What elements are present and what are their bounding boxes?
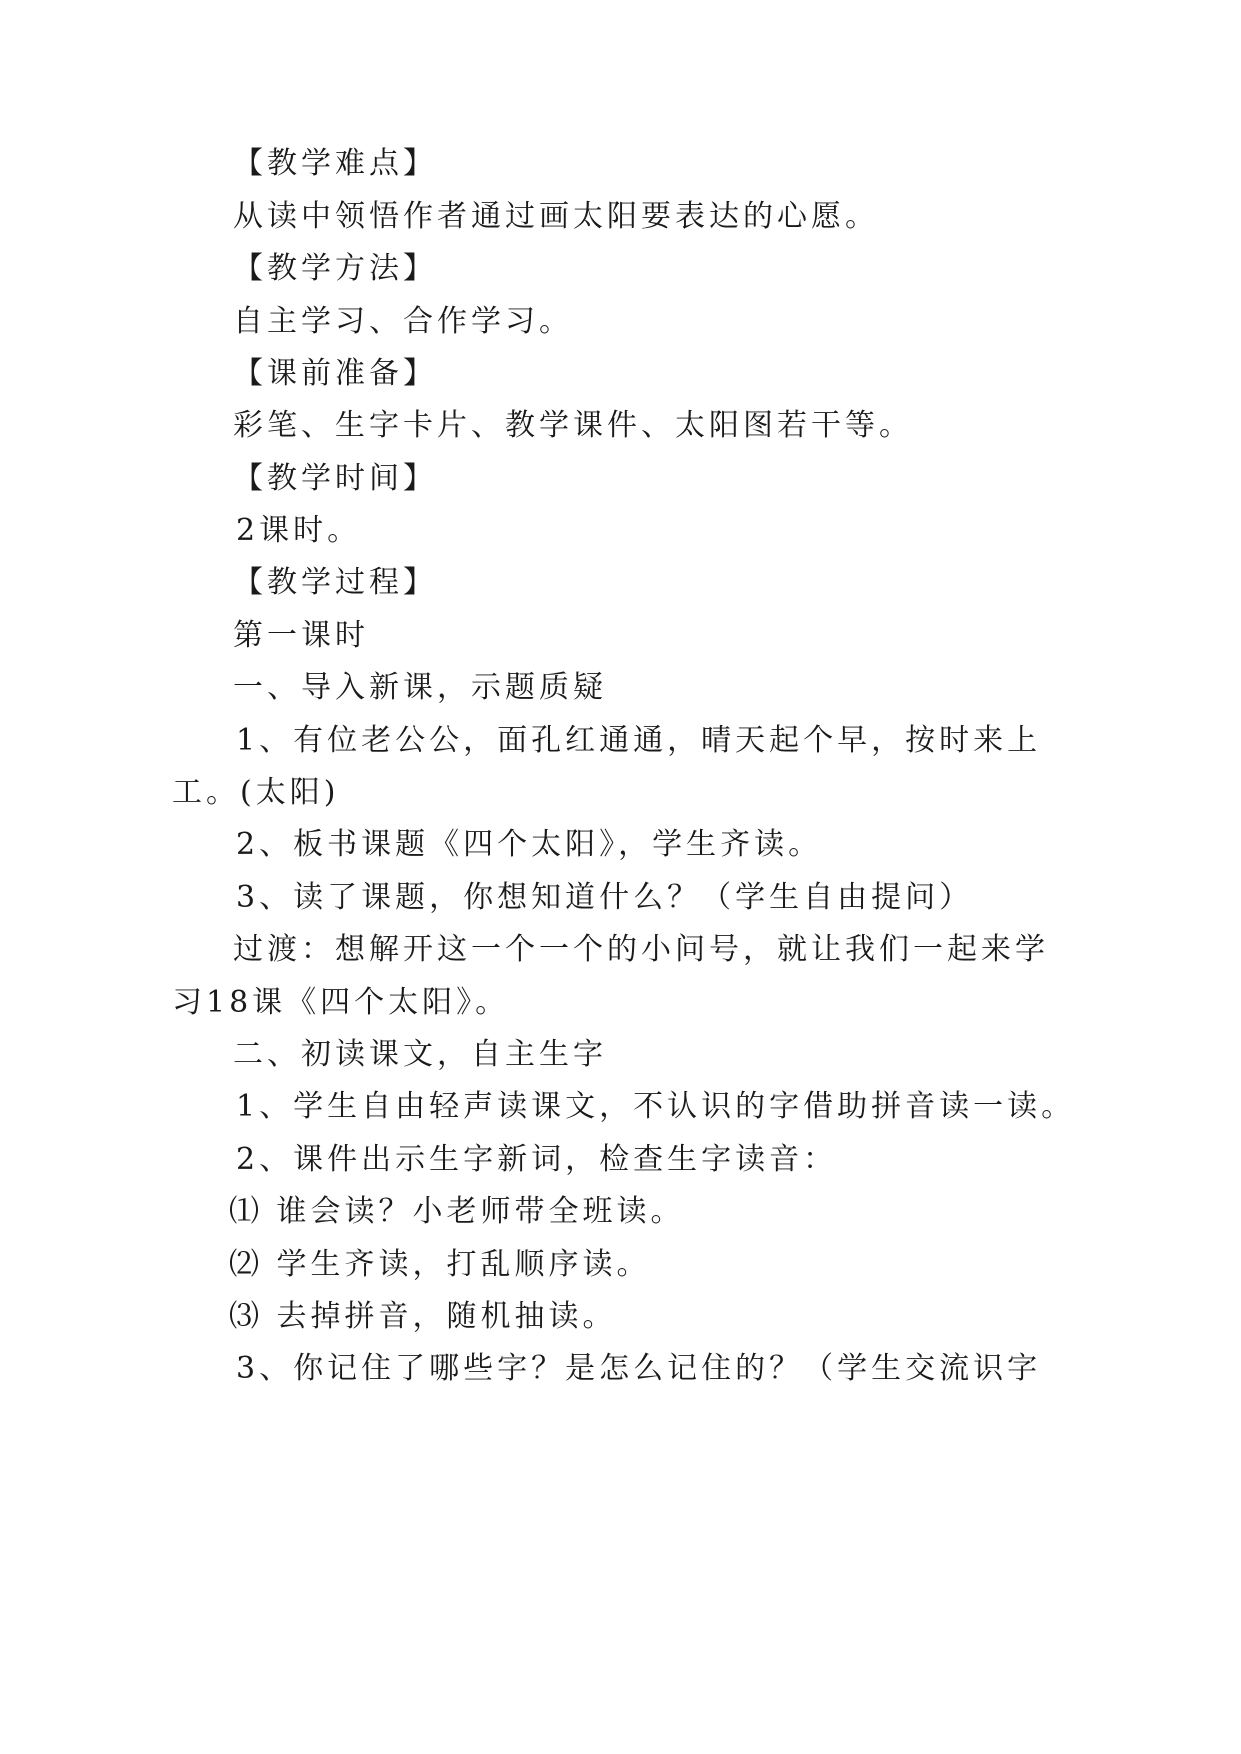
section-one-title: 一、导入新课，示题质疑 xyxy=(233,670,607,705)
heading-teaching-process: 【教学过程】 xyxy=(233,565,437,600)
paragraph-time-content: 2课时。 xyxy=(236,513,362,548)
paragraph-transition: 过渡：想解开这一个一个的小问号，就让我们一起来学 xyxy=(233,932,1049,967)
sub-item-3-random-read: ⑶ 去掉拼音，随机抽读。 xyxy=(229,1299,617,1334)
paragraph-difficulty-content: 从读中领悟作者通过画太阳要表达的心愿。 xyxy=(233,199,879,234)
list-item-3-questions: 3、读了课题，你想知道什么？（学生自由提问） xyxy=(236,880,974,915)
section-two-title: 二、初读课文，自主生字 xyxy=(233,1037,607,1072)
list-item-1-self-reading: 1、学生自由轻声读课文，不认识的字借助拼音读一读。 xyxy=(236,1089,1076,1124)
sub-item-2-read-together: ⑵ 学生齐读，打乱顺序读。 xyxy=(229,1247,651,1282)
heading-teaching-time: 【教学时间】 xyxy=(233,461,437,496)
list-item-3-memory: 3、你记住了哪些字？是怎么记住的？（学生交流识字 xyxy=(236,1351,1042,1386)
heading-teaching-method: 【教学方法】 xyxy=(233,251,437,286)
heading-preparation: 【课前准备】 xyxy=(233,356,437,391)
sub-item-1-read: ⑴ 谁会读？小老师带全班读。 xyxy=(229,1194,685,1229)
paragraph-transition-continued: 习18课《四个太阳》。 xyxy=(172,985,510,1020)
heading-teaching-difficulty: 【教学难点】 xyxy=(233,146,437,181)
subheading-first-lesson: 第一课时 xyxy=(233,618,369,653)
list-item-1-riddle-continued: 工。(太阳) xyxy=(172,775,340,810)
paragraph-method-content: 自主学习、合作学习。 xyxy=(233,304,573,339)
list-item-2-new-words: 2、课件出示生字新词，检查生字读音： xyxy=(236,1142,838,1177)
list-item-1-riddle: 1、有位老公公，面孔红通通，晴天起个早，按时来上 xyxy=(236,723,1042,758)
list-item-2-board-title: 2、板书课题《四个太阳》，学生齐读。 xyxy=(236,827,823,862)
paragraph-preparation-content: 彩笔、生字卡片、教学课件、太阳图若干等。 xyxy=(233,408,913,443)
